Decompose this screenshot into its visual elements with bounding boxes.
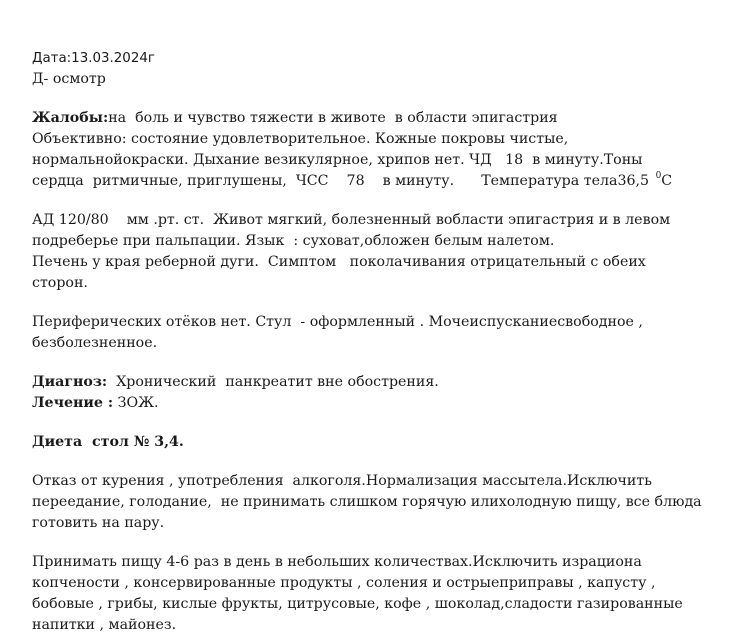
food-line-3: бобовые , грибы, кислые фрукты, цитрусовые, кофе , шоколад,сладости газированные [32,596,683,612]
spacer [32,354,722,372]
date-line: Дата:13.03.2024г [32,51,155,66]
food-line-1: Принимать пищу 4-6 раз в день в небольших количествах.Исключить израциона [32,554,642,570]
food-line-2: копчености , консервированные продукты , соления и острыеприправы , капусту , [32,575,656,591]
diagnosis-text: Хронический панкреатит вне обострения. [107,374,439,390]
spacer [32,414,722,432]
spacer [32,453,722,471]
objective-line-3-text: сердца ритмичные, приглушены, ЧСС 78 в минуту. Температура тела36,5 [32,173,654,189]
peripheral-line-2: безболезненное. [32,335,158,351]
spacer [32,90,722,108]
exam-line-3: Печень у края реберной дуги. Симптом поколачивания отрицательный с обеих [32,254,646,270]
diagnosis-line [32,372,722,393]
recommendations-line-3: готовить на пару. [32,515,165,531]
exam-type-line: Д- осмотр [32,71,106,87]
treatment-text: ЗОЖ. [113,395,159,411]
complaints-label: Жалобы: [32,110,109,126]
spacer [32,192,722,210]
spacer [32,294,722,312]
treatment-label: Лечение : [32,395,114,411]
objective-line-1: Объективно: состояние удовлетворительное. Кожные покровы чистые, [32,131,569,147]
exam-line-1: АД 120/80 мм .рт. ст. Живот мягкий, болезненный вобласти эпигастрия и в левом [32,212,671,228]
complaints-line [32,108,722,129]
peripheral-line-1: Периферических отёков нет. Стул - оформленный . Мочеиспусканиесвободное , [32,314,643,330]
recommendations-line-1: Отказ от курения , употребления алкоголя.Нормализация массытела.Исключить [32,473,652,489]
recommendations-line-2: переедание, голодание, не принимать слишком горячую илихолодную пищу, все блюда [32,494,702,510]
objective-line-2: нормальнойокраски. Дыхание везикулярное, хрипов нет. ЧД 18 в минуту.Тоны [32,152,643,168]
objective-line-3 [32,171,722,192]
exam-line-2: подреберье при пальпации. Язык : суховат,обложен белым налетом. [32,233,555,249]
diagnosis-label: Диагноз: [32,374,108,390]
degree-mark: 0 [655,171,662,181]
exam-line-4: сторон. [32,275,88,291]
diet-title-text: Диета стол № 3,4. [32,434,184,450]
complaints-text: на боль и чувство тяжести в животе в области эпигастрия [108,110,558,126]
temperature-unit: С [661,173,673,189]
medical-record-document [32,48,722,636]
diet-title [32,432,722,453]
spacer [32,534,722,552]
treatment-line [32,393,722,414]
food-line-4: напитки , майонез. [32,617,177,633]
